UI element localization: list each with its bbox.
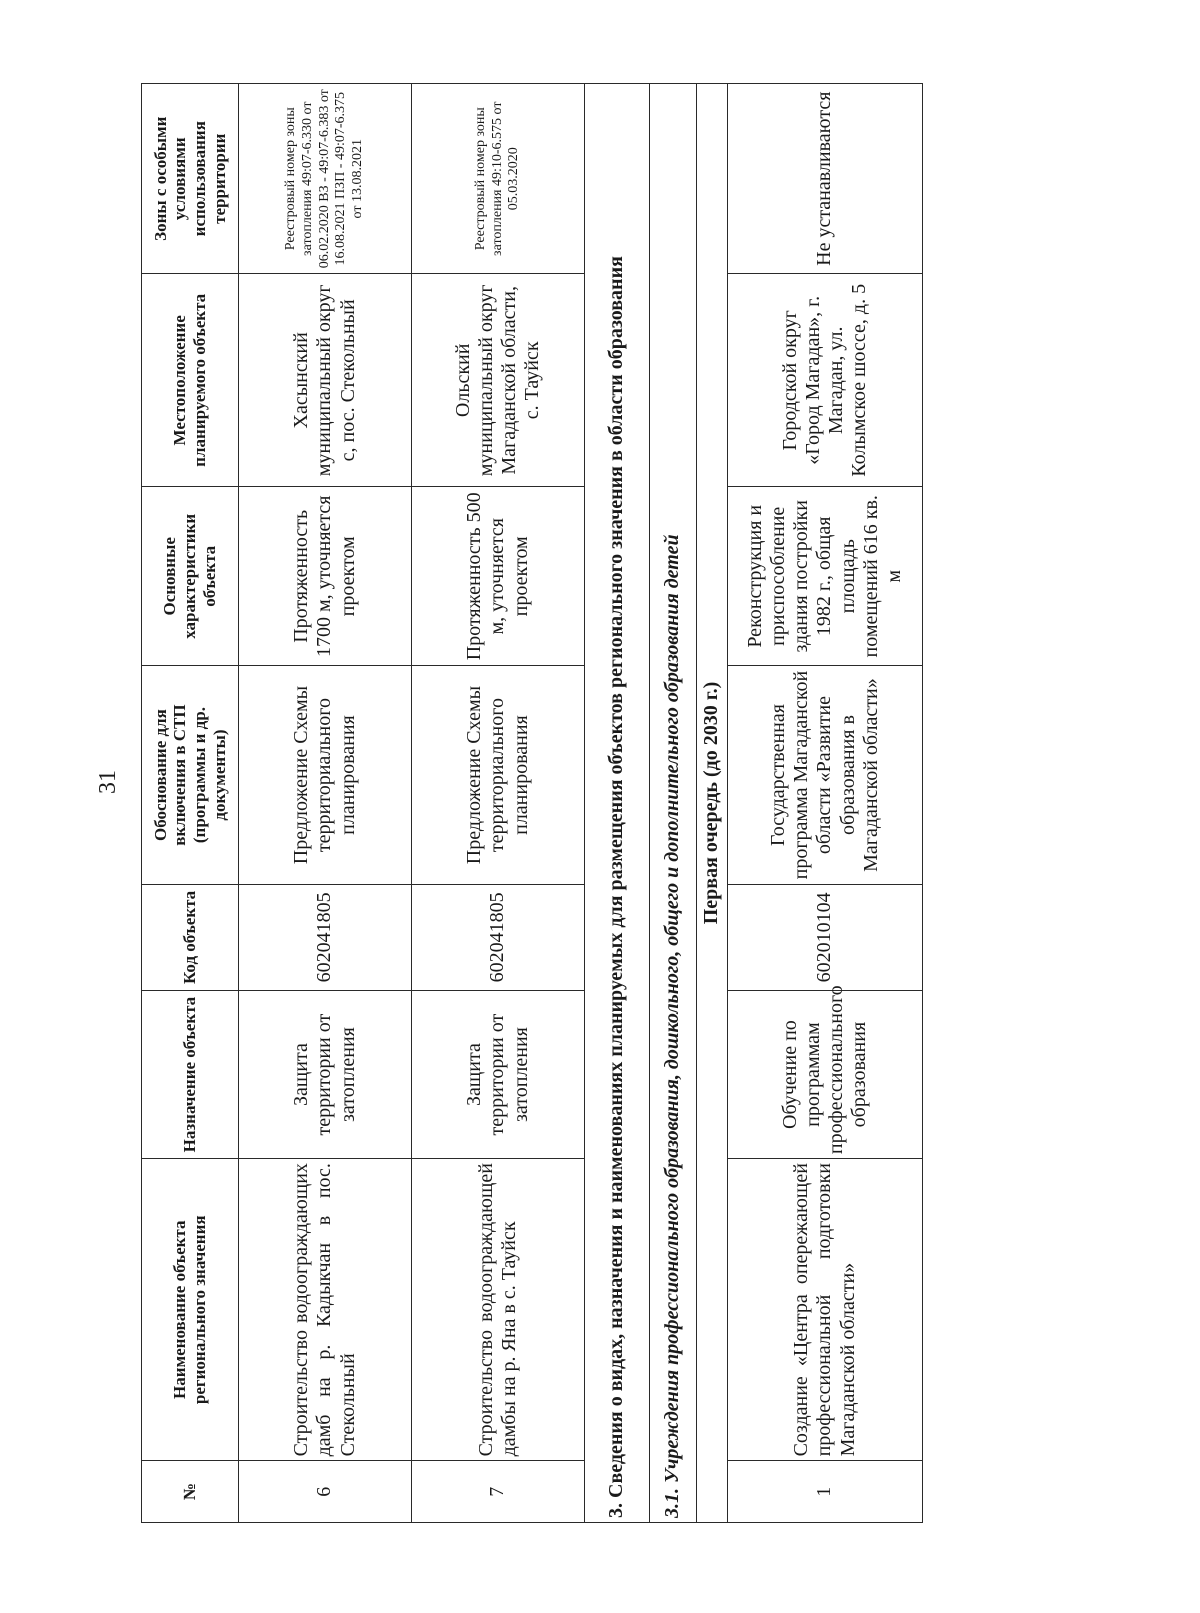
page-number: 31 <box>95 770 121 794</box>
object-name: Строительство водоограждающей дамбы на р. Яна в с. Тауйск <box>412 1159 585 1461</box>
section-3-title: 3. Сведения о видах, назначения и наименованиях планируемых для размещения объектов регионального значения в области образования <box>585 84 650 1523</box>
row-number: 7 <box>412 1461 585 1523</box>
section-title-row <box>585 84 650 1523</box>
row-number: 1 <box>728 1461 923 1523</box>
object-characteristics: Протяженность 500 м, уточняется проектом <box>412 487 585 666</box>
header-name: Наименование объекта регионального значения <box>142 1159 239 1461</box>
table-header <box>142 84 239 1523</box>
rotated-table-wrapper <box>141 83 933 1523</box>
table-row <box>239 84 412 1523</box>
object-characteristics: Реконструкция и приспособление здания постройки 1982 г., общая площадь помещений 616 кв. м <box>728 487 923 666</box>
regional-objects-table <box>141 83 923 1523</box>
object-zones: Реестровый номер зоны затопления 49:10-6.575 от 05.03.2020 <box>412 84 585 274</box>
header-purpose: Назначение объекта <box>142 991 239 1159</box>
table-row <box>412 84 585 1523</box>
object-purpose: Защита территории от затопления <box>412 991 585 1159</box>
object-code: 602010104 <box>728 884 923 990</box>
object-name: Строительство водоограждающих дамб на р. Кадыкчан в пос. Стекольный <box>239 1159 412 1461</box>
object-name: Создание «Центра опережающей профессиональной подготовки Магаданской области» <box>728 1159 923 1461</box>
queue-row <box>697 84 728 1523</box>
header-zones: Зоны с особыми условиями использования территории <box>142 84 239 274</box>
object-zones: Не устанавливаются <box>728 84 923 274</box>
header-characteristics: Основные характеристики объекта <box>142 487 239 666</box>
object-location: Городской округ «Город Магадан», г. Магадан, ул. Колымское шоссе, д. 5 <box>728 274 923 487</box>
object-basis: Государственная программа Магаданской области «Развитие образования в Магаданской области» <box>728 666 923 884</box>
object-characteristics: Протяженность 1700 м, уточняется проектом <box>239 487 412 666</box>
object-code: 602041805 <box>412 884 585 990</box>
header-location: Местоположение планируемого объекта <box>142 274 239 487</box>
object-zones: Реестровый номер зоны затопления 49:07-6.330 от 06.02.2020 ВЗ - 49:07-6.383 от 16.08.2021 ПЗП - 49:07-6.375 от 13.08.2021 <box>239 84 412 274</box>
header-code: Код объекта <box>142 884 239 990</box>
table-row <box>728 84 923 1523</box>
queue-label: Первая очередь (до 2030 г.) <box>697 84 728 1523</box>
row-number: 6 <box>239 1461 412 1523</box>
header-basis: Обоснование для включения в СТП (программы и др. документы) <box>142 666 239 884</box>
object-purpose: Обучение по программам профессионального образования <box>728 991 923 1159</box>
header-number: № <box>142 1461 239 1523</box>
object-location: Хасынский муниципальный округ с, пос. Стекольный <box>239 274 412 487</box>
object-basis: Предложение Схемы территориального планирования <box>412 666 585 884</box>
object-location: Ольский муниципальный округ Магаданской области, с. Тауйск <box>412 274 585 487</box>
object-purpose: Защита территории от затопления <box>239 991 412 1159</box>
object-code: 602041805 <box>239 884 412 990</box>
subsection-title-row <box>650 84 697 1523</box>
object-basis: Предложение Схемы территориального планирования <box>239 666 412 884</box>
subsection-3-1-title: 3.1. Учреждения профессионального образования, дошкольного, общего и дополнительного образования детей <box>650 84 697 1523</box>
